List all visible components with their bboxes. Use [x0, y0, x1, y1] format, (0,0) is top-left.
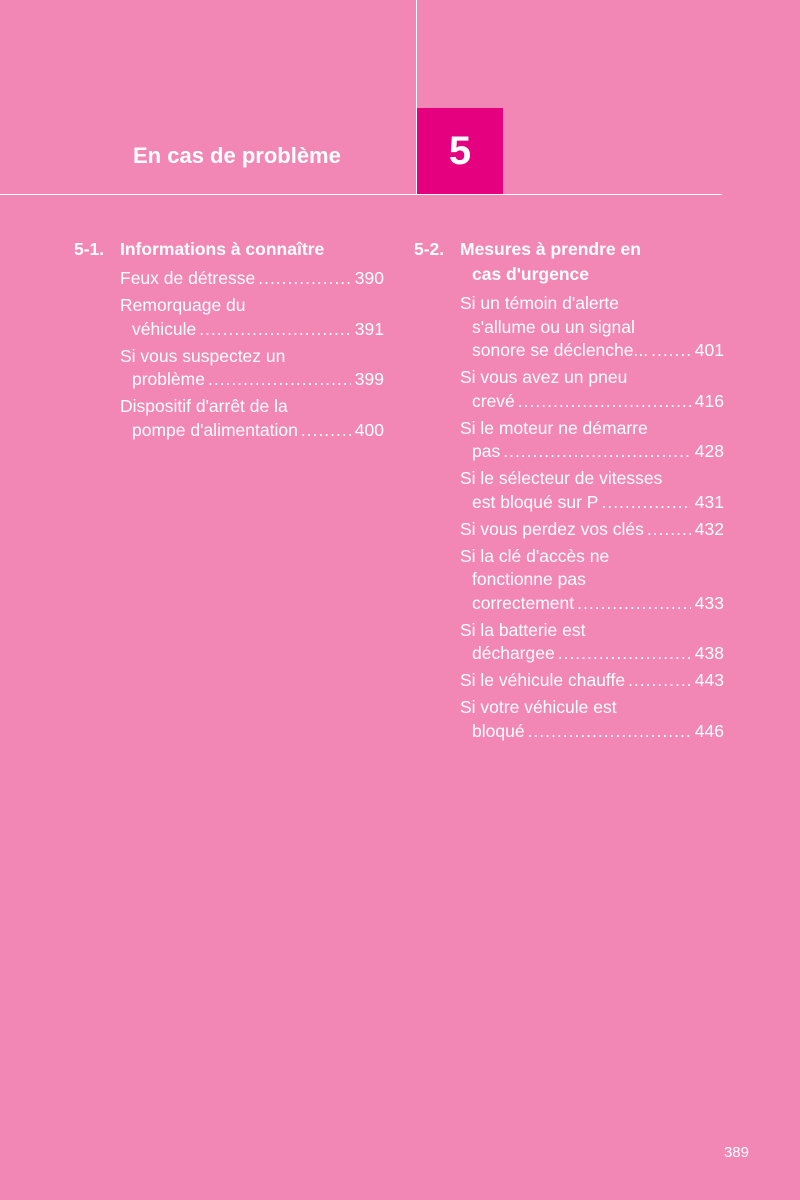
- entry-page: 401: [694, 340, 724, 360]
- entry-text: Feux de détresse: [120, 268, 256, 288]
- toc-entry[interactable]: [414, 696, 724, 743]
- section-heading: [74, 237, 384, 262]
- toc-entry[interactable]: [414, 417, 724, 464]
- toc-entry[interactable]: [74, 267, 384, 291]
- entry-page: 438: [694, 643, 724, 663]
- dot-leader: [258, 267, 351, 291]
- dot-leader: [199, 318, 351, 342]
- entry-text: pompe d'alimentation: [132, 419, 298, 440]
- page-number: 389: [723, 1144, 749, 1161]
- dot-leader: [208, 368, 351, 392]
- entry-page: 431: [694, 491, 724, 512]
- entry-text: Dispositif d'arrêt de la: [120, 396, 288, 416]
- entry-text: problème: [132, 369, 205, 389]
- toc-entry[interactable]: [74, 294, 384, 341]
- entry-page: 416: [694, 390, 724, 411]
- section-number: 5-1.: [74, 239, 105, 259]
- entry-page: 400: [354, 419, 384, 440]
- entry-text: fonctionne pas: [472, 569, 586, 589]
- chapter-title: En cas de problème: [133, 143, 341, 168]
- entry-text: Si la clé d'accès ne: [460, 545, 610, 566]
- entry-text: Si vous avez un pneu: [460, 367, 628, 387]
- dot-leader: [647, 518, 691, 542]
- dot-leader: [558, 642, 691, 666]
- entry-page: 432: [694, 518, 724, 539]
- toc-entry[interactable]: [414, 366, 724, 413]
- toc-entry[interactable]: [414, 467, 724, 514]
- entry-text: Si votre véhicule est: [460, 697, 617, 717]
- entry-text: déchargee: [472, 643, 555, 663]
- dot-leader: [601, 491, 690, 515]
- entry-page: 390: [354, 268, 384, 288]
- toc-entry[interactable]: [414, 545, 724, 616]
- entry-page: 391: [354, 318, 384, 339]
- entry-page: 433: [694, 592, 724, 613]
- entry-text: Si le sélecteur de vitesses: [460, 468, 663, 488]
- entry-text: s'allume ou un signal: [472, 316, 635, 337]
- section-title: Mesures à prendre en: [460, 239, 641, 259]
- dot-leader: [528, 720, 691, 744]
- entry-text: Remorquage du: [120, 295, 246, 315]
- toc-entry[interactable]: [414, 669, 724, 693]
- toc-entry[interactable]: [74, 395, 384, 442]
- entry-page: 446: [694, 720, 724, 741]
- section-title: cas d'urgence: [472, 264, 589, 284]
- dot-leader: [628, 669, 691, 693]
- entry-text: Si vous suspectez un: [120, 345, 286, 366]
- entry-text: Si vous perdez vos clés: [460, 518, 644, 539]
- entry-text: est bloqué sur P: [472, 491, 599, 512]
- toc-entry[interactable]: [414, 292, 724, 363]
- entry-text: Si un témoin d'alerte: [460, 293, 619, 313]
- entry-text: Si le moteur ne démarre: [460, 417, 648, 438]
- section-number: 5-2.: [414, 239, 445, 259]
- chapter-number: 5: [448, 128, 472, 173]
- entry-text: crevé: [472, 390, 515, 411]
- entry-text: Si le véhicule chauffe: [460, 670, 626, 690]
- section-5-1: [74, 237, 384, 446]
- entry-text: véhicule: [132, 318, 197, 339]
- toc-entry[interactable]: [414, 619, 724, 666]
- header-rule: [0, 194, 722, 195]
- entry-text: sonore se déclenche...: [472, 340, 649, 360]
- toc-entry[interactable]: [414, 518, 724, 542]
- dot-leader: [518, 390, 691, 414]
- entry-text: correctement: [472, 592, 575, 613]
- section-heading: [414, 237, 724, 287]
- section-title: Informations à connaître: [120, 239, 325, 259]
- section-5-2: [414, 237, 724, 747]
- entry-text: pas: [472, 441, 501, 461]
- entry-text: Si la batterie est: [460, 619, 586, 640]
- toc-entry[interactable]: [74, 345, 384, 392]
- entry-page: 399: [354, 369, 384, 389]
- dot-leader: [577, 592, 691, 616]
- dot-leader: [651, 339, 691, 363]
- entry-page: 443: [694, 670, 724, 690]
- entry-page: 428: [694, 441, 724, 461]
- entry-text: bloqué: [472, 720, 525, 741]
- dot-leader: [503, 440, 691, 464]
- chapter-number-badge: [417, 108, 503, 194]
- dot-leader: [301, 419, 351, 443]
